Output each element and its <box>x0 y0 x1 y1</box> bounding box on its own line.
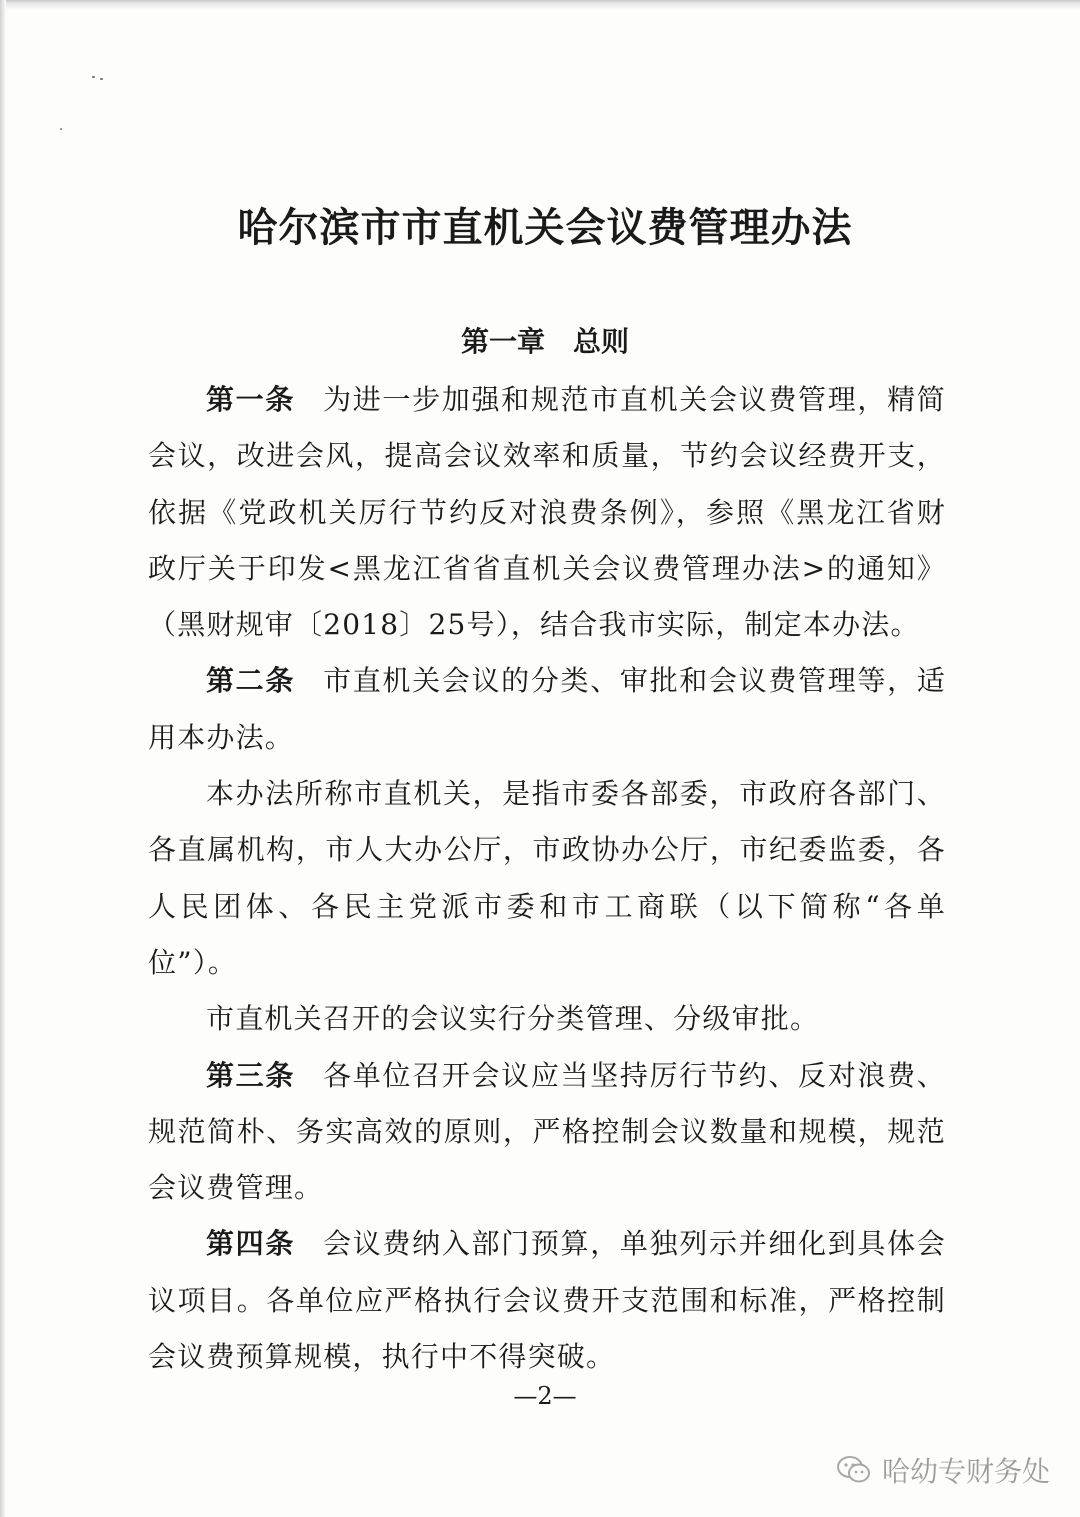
article-label: 第一条 <box>206 383 296 416</box>
page-number: —2— <box>513 1382 577 1410</box>
article-text: 为进一步加强和规范市直机关会议费管理，精简会议，改进会风，提高会议效率和质量，节约会议经费开支，依据《党政机关厉行节约反对浪费条例》，参照《黑龙江省财政厅关于印发<黑龙江省省直机关会议费管理办法>的通知》（黑财规审〔2018〕25号），结合我市实际，制定本办法。 <box>148 383 946 642</box>
scan-edge-top <box>0 0 1080 10</box>
article-2 <box>148 653 946 766</box>
chapter-heading: 第一章 总则 <box>460 325 629 358</box>
article-text: 市直机关会议的分类、审批和会议费管理等，适用本办法。 <box>148 664 946 754</box>
paragraph-text: 市直机关召开的会议实行分类管理、分级审批。 <box>206 1002 820 1036</box>
scan-speck <box>100 78 103 80</box>
article-text: 各单位召开会议应当坚持厉行节约、反对浪费、规范简朴、务实高效的原则，严格控制会议数量和规模，规范会议费管理。 <box>148 1058 946 1205</box>
article-label: 第二条 <box>206 664 296 698</box>
article-3 <box>148 1048 946 1217</box>
article-label: 第四条 <box>206 1227 296 1261</box>
watermark-text: 哈幼专财务处 <box>881 1455 1050 1488</box>
wechat-icon <box>836 1455 872 1485</box>
scan-speck <box>60 128 62 130</box>
article-4 <box>148 1216 946 1385</box>
paragraph-classification <box>148 991 946 1047</box>
article-label: 第三条 <box>206 1058 296 1092</box>
document-title: 哈尔滨市市直机关会议费管理办法 <box>237 204 853 251</box>
article-1 <box>148 372 946 653</box>
watermark <box>836 1447 1050 1493</box>
paragraph-scope <box>148 766 946 991</box>
scan-speck <box>92 76 95 78</box>
document-body <box>148 372 946 1385</box>
article-text: 会议费纳入部门预算，单独列示并细化到具体会议项目。各单位应严格执行会议费开支范围和标准，严格控制会议费预算规模，执行中不得突破。 <box>148 1227 946 1374</box>
paragraph-text: 本办法所称市直机关，是指市委各部委，市政府各部门、各直属机构，市人大办公厅，市政协办公厅，市纪委监委，各人民团体、各民主党派市委和市工商联（以下简称“各单位”）。 <box>148 777 946 979</box>
